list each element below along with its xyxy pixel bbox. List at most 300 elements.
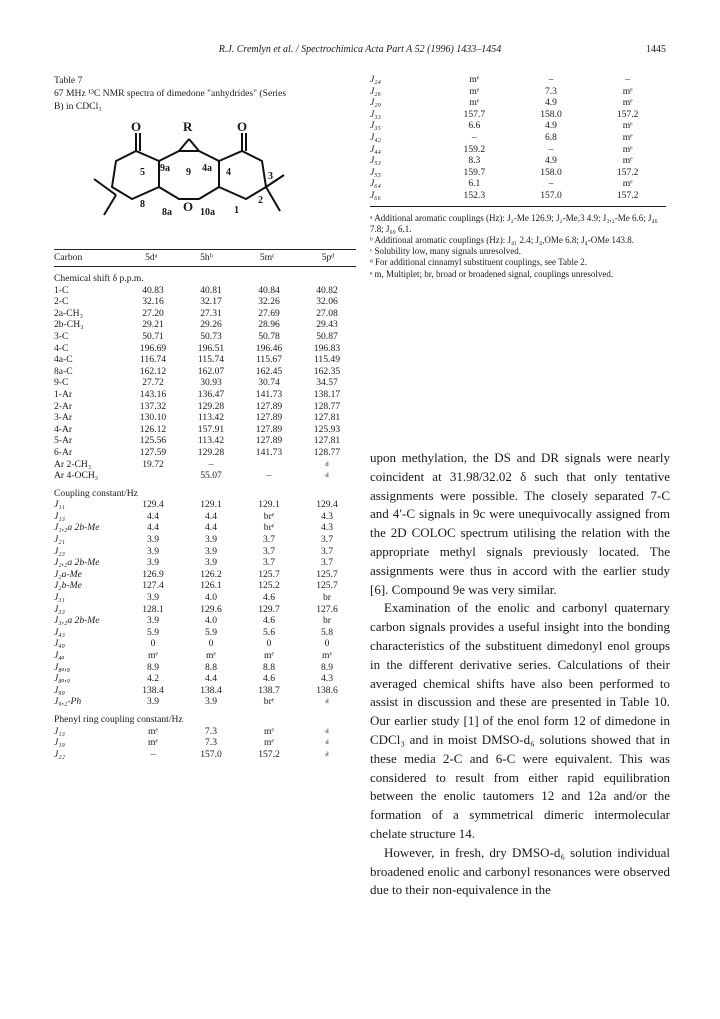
label-R: R bbox=[183, 119, 193, 134]
label-9a: 9a bbox=[160, 163, 170, 174]
table-row bbox=[370, 167, 666, 179]
table-cell: – bbox=[471, 131, 477, 143]
table-cell: 115.74 bbox=[197, 354, 225, 366]
table-row bbox=[54, 592, 356, 604]
table-cell: d bbox=[325, 460, 329, 468]
table-cell: 127.81 bbox=[313, 435, 341, 447]
table-cell: 4.3 bbox=[321, 673, 333, 685]
table-title: 67 MHz ¹³C NMR spectra of dimedone "anhydrides" (Series bbox=[54, 88, 287, 99]
table-cell: 127.6 bbox=[316, 603, 338, 615]
table-caption bbox=[54, 74, 356, 113]
table-cell: mᵉ bbox=[148, 725, 158, 737]
table-cell: 27.72 bbox=[142, 377, 164, 389]
table-cell: mᵉ bbox=[622, 143, 633, 155]
table-cell: 8.8 bbox=[205, 661, 217, 673]
table-cell: 4.4 bbox=[205, 673, 217, 685]
table-cell: 157.0 bbox=[540, 189, 562, 201]
table-cell: 27.69 bbox=[258, 307, 280, 319]
table-row bbox=[54, 285, 356, 297]
table-cell: 50.78 bbox=[258, 330, 280, 342]
table-cell: 127.89 bbox=[255, 412, 283, 424]
table-cell: 3.9 bbox=[147, 615, 159, 627]
table-cell: – bbox=[548, 143, 554, 155]
table-row bbox=[54, 354, 356, 366]
table-row bbox=[54, 499, 356, 511]
table-cell: 162.35 bbox=[313, 365, 341, 377]
page-number: 1445 bbox=[646, 44, 666, 55]
table-cell: 125.7 bbox=[316, 568, 338, 580]
table-cell: 6.8 bbox=[544, 131, 557, 143]
table-cell: 157.2 bbox=[616, 189, 639, 201]
table-row bbox=[54, 662, 356, 674]
table-cell: 7.3 bbox=[205, 725, 217, 737]
table-cell: 30.93 bbox=[200, 377, 222, 389]
table-cell: 196.69 bbox=[139, 342, 167, 354]
table-cell: 4.4 bbox=[205, 510, 217, 522]
table-cell: 27.20 bbox=[142, 307, 164, 319]
table-row bbox=[54, 296, 356, 308]
table-cell: mᵉ bbox=[469, 97, 480, 109]
row-label: J₉₉ bbox=[54, 684, 65, 696]
row-label: 2-Ar bbox=[54, 400, 73, 412]
row-label: J₂₃ bbox=[54, 545, 65, 557]
table-row bbox=[370, 190, 666, 202]
table-row bbox=[54, 470, 356, 482]
table-cell: 50.87 bbox=[316, 330, 338, 342]
table-body bbox=[54, 267, 356, 760]
row-label: 2a-CH₃ bbox=[54, 307, 83, 319]
row-label: J₉,₂-Ph bbox=[54, 696, 82, 708]
table-cell: mᵉ bbox=[264, 725, 274, 737]
table-row bbox=[54, 308, 356, 320]
table-cell: 128.1 bbox=[142, 603, 164, 615]
table-row bbox=[370, 97, 666, 109]
table-row bbox=[54, 569, 356, 581]
row-label: 1-C bbox=[54, 284, 69, 296]
table-cell: 28.96 bbox=[258, 319, 280, 331]
table-cell: 6.6 bbox=[468, 120, 481, 132]
row-label: 3-Ar bbox=[54, 412, 73, 424]
table-cell: 196.51 bbox=[197, 342, 225, 354]
table-cell: 129.1 bbox=[200, 499, 222, 511]
table-cell: mᵉ bbox=[264, 737, 274, 749]
table-row bbox=[54, 424, 356, 436]
table-cell: 4.6 bbox=[263, 615, 275, 627]
label-1: 1 bbox=[234, 205, 239, 216]
row-label: J₆₄ bbox=[370, 178, 381, 190]
row-label: J₅₃ bbox=[370, 155, 381, 167]
table-cell: brᵉ bbox=[263, 696, 275, 708]
table-cell: 3.9 bbox=[147, 696, 159, 708]
table-cell: 3.9 bbox=[147, 557, 159, 569]
table-cell: 3.7 bbox=[263, 557, 275, 569]
label-10a: 10a bbox=[200, 207, 215, 218]
row-label: 6-Ar bbox=[54, 446, 73, 458]
chemical-structure bbox=[54, 115, 356, 243]
table-cell: 34.57 bbox=[316, 377, 338, 389]
table-row bbox=[54, 366, 356, 378]
row-label: J₁₁ bbox=[54, 499, 65, 511]
row-label: 5-Ar bbox=[54, 435, 73, 447]
table-row bbox=[54, 726, 356, 738]
row-label: J₃₅ bbox=[370, 120, 381, 132]
table-cell: d bbox=[325, 750, 329, 758]
table-cell: 126.9 bbox=[142, 568, 164, 580]
table-cell: 162.07 bbox=[197, 365, 225, 377]
table-cell: 157.0 bbox=[200, 748, 222, 760]
table-cell: – bbox=[548, 74, 554, 85]
table-title-cont: B) in CDCl₃ bbox=[54, 101, 102, 112]
table-row bbox=[54, 377, 356, 389]
table-cell: 136.47 bbox=[197, 388, 225, 400]
table-cell: 29.26 bbox=[200, 319, 222, 331]
table-cell: mᵉ bbox=[322, 650, 332, 661]
label-4a: 4a bbox=[202, 163, 212, 174]
row-label: J₂₁ bbox=[54, 534, 65, 546]
table-cell: 50.71 bbox=[142, 330, 164, 342]
table-cell: 4.9 bbox=[544, 97, 557, 109]
row-label: J₃₃ bbox=[54, 603, 65, 615]
table-row bbox=[54, 343, 356, 355]
table-row bbox=[54, 534, 356, 546]
table-row bbox=[370, 144, 666, 156]
table-cell: mᵉ bbox=[622, 120, 633, 132]
row-label: 4a-C bbox=[54, 354, 73, 366]
table-cell: brᵉ bbox=[263, 522, 275, 534]
label-ring-o: O bbox=[183, 199, 194, 214]
table-cell: mᵉ bbox=[264, 650, 274, 661]
table-cell: 8.8 bbox=[263, 661, 275, 673]
table-cell: 0 bbox=[266, 638, 272, 650]
table-cell: 3.9 bbox=[205, 545, 217, 557]
table-cell: 128.77 bbox=[313, 446, 341, 458]
table-cell: 3.7 bbox=[263, 545, 275, 557]
table-cell: 157.2 bbox=[258, 748, 280, 760]
table-cell: 129.1 bbox=[258, 499, 280, 511]
table-cell: – bbox=[625, 74, 631, 85]
table-cell: 129.28 bbox=[197, 400, 225, 412]
table-cell: 128.77 bbox=[313, 400, 341, 412]
structure-drawing bbox=[54, 115, 356, 243]
row-label: 4-Ar bbox=[54, 423, 73, 435]
col-carbon: Carbon bbox=[54, 252, 83, 264]
row-label: J₅₅ bbox=[370, 166, 381, 178]
table-cell: 4.6 bbox=[263, 673, 275, 685]
table-cell: 125.7 bbox=[316, 580, 338, 592]
footnote: ᵉ m, Multiplet; br, broad or broadened signal, couplings unresolved. bbox=[370, 268, 614, 279]
body-text bbox=[370, 449, 670, 900]
table-cell: 3.7 bbox=[321, 557, 333, 569]
section-heading-row bbox=[54, 267, 356, 285]
table-cell: 4.4 bbox=[147, 522, 159, 534]
data-table bbox=[54, 250, 356, 266]
table-row bbox=[54, 604, 356, 616]
table-cell: 5.8 bbox=[321, 626, 333, 638]
col-5p: 5pᵈ bbox=[321, 252, 335, 264]
table-cell: 127.59 bbox=[139, 446, 167, 458]
row-label: J₄₉ bbox=[54, 638, 65, 650]
table-cell: 115.67 bbox=[255, 354, 283, 366]
table-row bbox=[54, 459, 356, 471]
row-label: J₁,₂a 2b-Me bbox=[54, 522, 100, 534]
table-cell: 19.72 bbox=[142, 458, 164, 470]
table-cell: 196.46 bbox=[255, 342, 283, 354]
table-cell: 27.08 bbox=[316, 307, 338, 319]
table-cell: 4.0 bbox=[205, 592, 217, 604]
table-cell: 5.6 bbox=[263, 626, 275, 638]
table-row bbox=[370, 178, 666, 190]
table-cell: d bbox=[325, 698, 329, 706]
section-heading-row bbox=[54, 482, 356, 500]
paragraph-1: upon methylation, the DS and DR signals were nearly coincident at 31.98/32.02 δ such that only tentative assignments were possible. The closely separated 7-C and 4′-C signals in 9c were unequivocally assigned from the 2D COLOC spectrum utilising the relation with the appropriate methyl signals previously located. The assignments were thus in accord with the earlier study [6]. Compound 9e was very similar. bbox=[370, 450, 670, 597]
row-label: J₂₉ bbox=[370, 97, 381, 109]
row-label: J₃,₂a 2b-Me bbox=[54, 615, 100, 627]
table-cell: 8.9 bbox=[147, 661, 159, 673]
table-cell: 32.26 bbox=[258, 296, 280, 308]
table-cell: 0 bbox=[208, 638, 214, 650]
row-label: J₂₄ bbox=[370, 74, 381, 85]
continued-table bbox=[370, 74, 666, 202]
section-heading: Phenyl ring coupling constant/Hz bbox=[54, 713, 183, 725]
paragraph-2: Examination of the enolic and carbonyl quaternary carbon signals provides a useful insight into the bonding characteristics of the substituent dimedonyl enol groups in the different derivative series. Calculations of their averaged chemical shifts have also been performed to assist in discussion and these are presented in Table 10. Our earlier study [1] of the enol form 12 of dimedone in CDCl₃ and in moist DMSO-d₆ solutions showed that in these media 2-C and 6-C were equivalent. This was considered to result from either rapid equilibration between the enolic tautomers 12 and 12a and/or the formation of a symmetrical dimeric intermolecular chelate structure 14. bbox=[370, 600, 670, 841]
table-cell: 127.89 bbox=[255, 435, 283, 447]
label-o-right: O bbox=[237, 119, 248, 134]
label-5: 5 bbox=[140, 167, 145, 178]
table-row bbox=[370, 74, 666, 86]
table-cell: 4.4 bbox=[147, 510, 159, 522]
table-row bbox=[54, 673, 356, 685]
label-9: 9 bbox=[186, 167, 191, 178]
table-cell: 125.93 bbox=[313, 423, 341, 435]
table-cell: 3.7 bbox=[263, 534, 275, 546]
table-cell: 3.9 bbox=[205, 534, 217, 546]
col-5d: 5dᵃ bbox=[145, 252, 158, 264]
table-cell: 127.81 bbox=[313, 412, 341, 424]
table-cell: 158.0 bbox=[540, 166, 562, 178]
table-cell: 138.6 bbox=[316, 684, 338, 696]
table-cell: brᵉ bbox=[263, 510, 275, 522]
row-label: J₄₂ bbox=[370, 131, 381, 143]
table-cell: 40.82 bbox=[316, 284, 338, 296]
table-cell: br bbox=[323, 592, 331, 604]
table-cell: 143.16 bbox=[139, 388, 167, 400]
table-cell: 157.7 bbox=[463, 108, 486, 120]
table-row bbox=[54, 511, 356, 523]
table-cell: – bbox=[266, 470, 272, 482]
footnote: ᵇ Additional aromatic couplings (Hz): J₄₁ 2.4; J₄,OMe 6.8; J₄-OMe 143.8. bbox=[370, 234, 635, 245]
table-cell: 4.0 bbox=[205, 615, 217, 627]
table-cell: 157.2 bbox=[616, 166, 639, 178]
table-cell bbox=[124, 470, 182, 482]
table-cell: – bbox=[548, 178, 554, 190]
footnote: ᵈ For additional cinnamyl substituent couplings, see Table 2. bbox=[370, 257, 587, 268]
table-row bbox=[54, 696, 356, 708]
table-cell: 113.42 bbox=[197, 435, 225, 447]
paragraph-3: However, in fresh, dry DMSO-d₆ solution individual broadened enolic and carbonyl resonances were observed due to their non-equivalence in the bbox=[370, 844, 670, 898]
row-label: J₄₃ bbox=[54, 626, 65, 638]
table-cell: 32.17 bbox=[200, 296, 222, 308]
table-cell: 125.2 bbox=[258, 580, 280, 592]
table-cell: 127.89 bbox=[255, 423, 283, 435]
table-cell: 5.9 bbox=[205, 626, 217, 638]
table-cell: 5.9 bbox=[147, 626, 159, 638]
table-cell: 126.12 bbox=[139, 423, 167, 435]
table-cell: 7.3 bbox=[544, 85, 557, 97]
table-cell: 8.3 bbox=[468, 155, 481, 167]
section-heading: Chemical shift δ p.p.m. bbox=[54, 273, 144, 284]
table-cell: mᵉ bbox=[148, 650, 158, 661]
table-row bbox=[54, 638, 356, 650]
table-cell: d bbox=[325, 739, 329, 747]
table-cell: 138.4 bbox=[142, 684, 164, 696]
table-cell: 129.28 bbox=[197, 446, 225, 458]
table-cell: d bbox=[325, 727, 329, 735]
table-cell: 162.45 bbox=[255, 365, 283, 377]
table-cell: 137.32 bbox=[139, 400, 167, 412]
row-label: 2-C bbox=[54, 296, 69, 308]
label-8a: 8a bbox=[162, 207, 172, 218]
table-row bbox=[54, 319, 356, 331]
table-number: Table 7 bbox=[54, 75, 83, 86]
table-cell: 138.4 bbox=[200, 684, 222, 696]
footnote: ᶜ Solubility low, many signals unresolved. bbox=[370, 246, 521, 257]
table-cell: 159.2 bbox=[463, 143, 486, 155]
table-cell: 162.12 bbox=[139, 365, 167, 377]
table-cell: 129.4 bbox=[142, 499, 164, 511]
row-label: J₁₃ bbox=[54, 510, 65, 522]
table-cell: 129.4 bbox=[316, 499, 338, 511]
table-row bbox=[54, 389, 356, 401]
table-cell: – bbox=[150, 748, 156, 760]
table-cell: mᵉ bbox=[622, 131, 633, 143]
table-cell: 27.31 bbox=[200, 307, 222, 319]
table-row bbox=[54, 557, 356, 569]
table-row bbox=[54, 737, 356, 749]
table-row bbox=[54, 749, 356, 761]
table-row bbox=[54, 435, 356, 447]
table-cell: 3.9 bbox=[205, 696, 217, 708]
table-cell: 4.3 bbox=[321, 522, 333, 534]
table-cell: 141.73 bbox=[255, 446, 283, 458]
table-cell: 152.3 bbox=[463, 189, 486, 201]
table-cell: 55.07 bbox=[200, 470, 222, 482]
table-cell: 0 bbox=[324, 638, 330, 650]
table-row bbox=[370, 155, 666, 167]
row-label: J₈ₐ,₉ bbox=[54, 673, 71, 685]
table-cell: 4.9 bbox=[544, 155, 557, 167]
table-row bbox=[54, 685, 356, 697]
footnote: ᵃ Additional aromatic couplings (Hz): J₂-Me 126.9; J₂-Me,3 4.9; J₃,₂-Me 6.6; J₄₆ 7.8; J₆₉ 6.1. bbox=[370, 212, 658, 234]
row-label: 4-C bbox=[54, 342, 69, 354]
table-cell: 127.89 bbox=[255, 400, 283, 412]
table-cell: 126.2 bbox=[200, 568, 222, 580]
table-cell: 3.9 bbox=[147, 592, 159, 604]
row-label: J₂a-Me bbox=[54, 568, 82, 580]
table-cell: 40.83 bbox=[142, 284, 164, 296]
row-label: J₈ₐ,₈ bbox=[54, 661, 71, 673]
table-row bbox=[370, 109, 666, 121]
row-label: J₃₁ bbox=[54, 592, 65, 604]
table-cell: 129.6 bbox=[200, 603, 222, 615]
table-cell: 29.43 bbox=[316, 319, 338, 331]
table-cell: 50.73 bbox=[200, 330, 222, 342]
row-label: J₂,₂a 2b-Me bbox=[54, 557, 100, 569]
table-cell: 40.84 bbox=[258, 284, 280, 296]
row-label: 1-Ar bbox=[54, 388, 73, 400]
table-cell: 3.7 bbox=[321, 534, 333, 546]
table-row bbox=[54, 331, 356, 343]
col-5h: 5hᵇ bbox=[200, 252, 213, 264]
row-label: 2b-CH₃ bbox=[54, 319, 84, 331]
table-cell: 7.3 bbox=[205, 737, 217, 749]
label-8: 8 bbox=[140, 199, 145, 210]
table-7-continued bbox=[370, 74, 666, 280]
table-cell: 4.2 bbox=[147, 673, 159, 685]
row-label: 9-C bbox=[54, 377, 69, 389]
table-cell: 127.4 bbox=[142, 580, 164, 592]
col-5m: 5mᶜ bbox=[259, 252, 275, 264]
table-row bbox=[370, 120, 666, 132]
table-cell: 196.83 bbox=[313, 342, 341, 354]
table-cell: br bbox=[323, 615, 331, 627]
table-cell: 4.3 bbox=[321, 510, 333, 522]
row-label: J₄₄ bbox=[370, 143, 381, 155]
row-label: J₂₆ bbox=[370, 85, 381, 97]
table-cell: 30.74 bbox=[258, 377, 280, 389]
table-cell: 32.06 bbox=[316, 296, 338, 308]
table-cell: 126.1 bbox=[200, 580, 222, 592]
table-cell: 138.7 bbox=[258, 684, 280, 696]
row-label: J₃₃ bbox=[370, 108, 381, 120]
table-cell: mᵉ bbox=[622, 178, 633, 190]
row-label: 3-C bbox=[54, 330, 69, 342]
table-cell: 4.9 bbox=[544, 120, 557, 132]
table-cell: 113.42 bbox=[197, 412, 225, 424]
table-cell: mᵉ bbox=[469, 74, 480, 85]
table-cell: 130.10 bbox=[139, 412, 167, 424]
footnotes bbox=[370, 213, 666, 280]
table-cell: 159.7 bbox=[463, 166, 486, 178]
table-cell: 3.7 bbox=[321, 545, 333, 557]
table-bottom-rule bbox=[370, 206, 666, 207]
label-3: 3 bbox=[268, 171, 273, 182]
table-cell: mᵉ bbox=[206, 650, 216, 661]
table-cell: 3.9 bbox=[205, 557, 217, 569]
section-heading: Coupling constant/Hz bbox=[54, 487, 138, 499]
table-row bbox=[54, 650, 356, 662]
journal-citation: R.J. Cremlyn et al. / Spectrochimica Acta Part A 52 (1996) 1433–1454 bbox=[218, 44, 502, 55]
table-cell: 29.21 bbox=[142, 319, 164, 331]
table-cell: 32.16 bbox=[142, 296, 164, 308]
table-cell: d bbox=[325, 472, 329, 480]
table-cell: mᵉ bbox=[148, 737, 158, 749]
table-cell: 3.9 bbox=[147, 534, 159, 546]
table-row bbox=[54, 615, 356, 627]
table-7 bbox=[54, 74, 356, 760]
table-cell: 115.49 bbox=[313, 354, 341, 366]
table-cell: 4.4 bbox=[205, 522, 217, 534]
row-label: J₂₂ bbox=[54, 748, 65, 760]
table-cell: 125.7 bbox=[258, 568, 280, 580]
table-cell: mᵉ bbox=[622, 85, 633, 97]
table-row bbox=[54, 447, 356, 459]
table-row bbox=[54, 401, 356, 413]
table-cell: – bbox=[208, 458, 214, 470]
table-row bbox=[54, 546, 356, 558]
table-cell: 8.9 bbox=[321, 661, 333, 673]
table-cell: 129.7 bbox=[258, 603, 280, 615]
table-cell: mᵉ bbox=[622, 155, 633, 167]
